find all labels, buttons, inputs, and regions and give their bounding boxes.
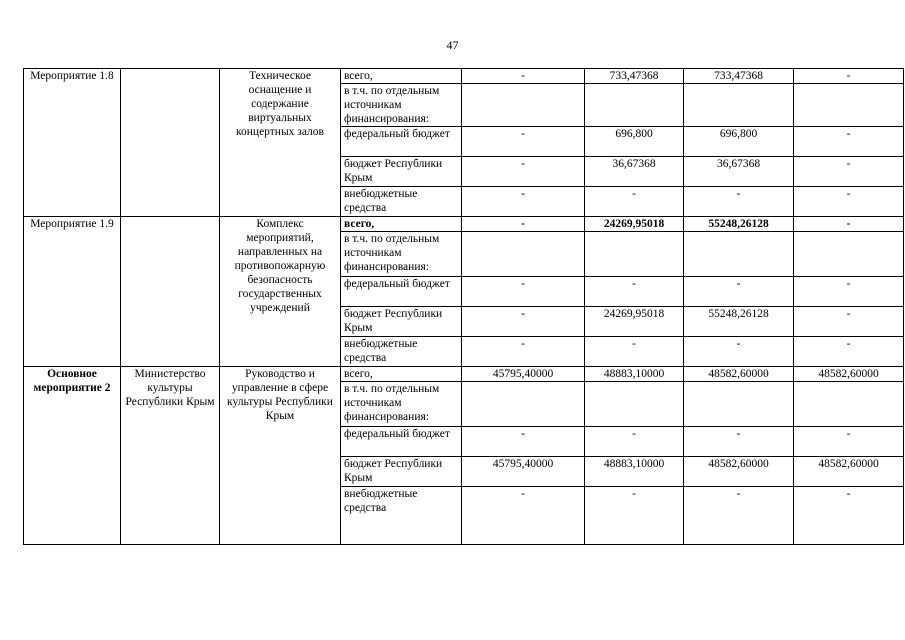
- amount-cell-1: -: [462, 69, 585, 84]
- amount-cell-1: [462, 232, 585, 277]
- amount-cell-2: -: [585, 427, 684, 457]
- amount-cell-2: -: [585, 277, 684, 307]
- amount-cell-2: 696,800: [585, 127, 684, 157]
- executor-cell: [121, 69, 220, 217]
- amount-cell-4: [794, 232, 904, 277]
- funding-source-cell: федеральный бюджет: [341, 127, 462, 157]
- measure-name-cell: [220, 69, 341, 217]
- measure-name-cell-text: Техническое оснащение и содержание виртуальных концертных залов: [236, 70, 324, 138]
- amount-cell-3: -: [684, 337, 794, 367]
- measure-cell-text: Мероприятие 1.8: [30, 70, 114, 82]
- amount-cell-2: 733,47368: [585, 69, 684, 84]
- amount-cell-1: -: [462, 157, 585, 187]
- amount-cell-1: 45795,40000: [462, 457, 585, 487]
- amount-cell-4: -: [794, 277, 904, 307]
- funding-table: [23, 68, 904, 545]
- table-row: [24, 217, 904, 232]
- amount-cell-4: -: [794, 487, 904, 545]
- amount-cell-3: 733,47368: [684, 69, 794, 84]
- funding-source-cell: всего,: [341, 217, 462, 232]
- measure-cell: [24, 69, 121, 217]
- funding-source-cell: бюджет Республики Крым: [341, 457, 462, 487]
- funding-source-cell: внебюджетные средства: [341, 337, 462, 367]
- amount-cell-4: 48582,60000: [794, 457, 904, 487]
- funding-source-cell: всего,: [341, 69, 462, 84]
- measure-name-cell-text: Руководство и управление в сфере культуры Республики Крым: [227, 368, 333, 422]
- amount-cell-1: -: [462, 187, 585, 217]
- amount-cell-3: -: [684, 277, 794, 307]
- amount-cell-1: 45795,40000: [462, 367, 585, 382]
- measure-cell-text: Мероприятие 1.9: [30, 218, 114, 230]
- amount-cell-1: -: [462, 427, 585, 457]
- measure-cell: [24, 217, 121, 367]
- amount-cell-4: -: [794, 337, 904, 367]
- funding-source-cell: в т.ч. по отдельным источникам финансирования:: [341, 84, 462, 127]
- funding-source-cell: федеральный бюджет: [341, 427, 462, 457]
- amount-cell-3: [684, 382, 794, 427]
- funding-source-cell: внебюджетные средства: [341, 487, 462, 545]
- amount-cell-3: 48582,60000: [684, 367, 794, 382]
- amount-cell-1: -: [462, 127, 585, 157]
- table-row: [24, 367, 904, 382]
- amount-cell-4: [794, 84, 904, 127]
- amount-cell-4: -: [794, 187, 904, 217]
- amount-cell-2: [585, 84, 684, 127]
- amount-cell-2: -: [585, 337, 684, 367]
- amount-cell-2: -: [585, 487, 684, 545]
- amount-cell-1: [462, 382, 585, 427]
- executor-cell-text: Министерство культуры Республики Крым: [125, 368, 215, 408]
- funding-source-cell: федеральный бюджет: [341, 277, 462, 307]
- funding-source-cell: в т.ч. по отдельным источникам финансирования:: [341, 232, 462, 277]
- table-row: [24, 69, 904, 84]
- measure-name-cell: [220, 217, 341, 367]
- amount-cell-2: [585, 382, 684, 427]
- amount-cell-2: 36,67368: [585, 157, 684, 187]
- amount-cell-2: -: [585, 187, 684, 217]
- amount-cell-4: -: [794, 157, 904, 187]
- amount-cell-4: -: [794, 69, 904, 84]
- amount-cell-2: 48883,10000: [585, 367, 684, 382]
- amount-cell-1: -: [462, 337, 585, 367]
- funding-source-cell: в т.ч. по отдельным источникам финансирования:: [341, 382, 462, 427]
- amount-cell-3: 48582,60000: [684, 457, 794, 487]
- amount-cell-2: [585, 232, 684, 277]
- executor-cell: [121, 217, 220, 367]
- amount-cell-3: -: [684, 487, 794, 545]
- amount-cell-4: -: [794, 127, 904, 157]
- amount-cell-3: [684, 232, 794, 277]
- measure-name-cell-text: Комплекс мероприятий, направленных на противопожарную безопасность государственных учреждений: [234, 218, 326, 314]
- measure-cell: [24, 367, 121, 545]
- amount-cell-3: 696,800: [684, 127, 794, 157]
- measure-name-cell: [220, 367, 341, 545]
- amount-cell-1: -: [462, 217, 585, 232]
- funding-source-cell: внебюджетные средства: [341, 187, 462, 217]
- amount-cell-3: 55248,26128: [684, 307, 794, 337]
- amount-cell-3: -: [684, 187, 794, 217]
- amount-cell-3: [684, 84, 794, 127]
- page-number: 47: [446, 38, 459, 52]
- funding-source-cell: бюджет Республики Крым: [341, 307, 462, 337]
- amount-cell-2: 48883,10000: [585, 457, 684, 487]
- funding-source-cell: всего,: [341, 367, 462, 382]
- amount-cell-4: 48582,60000: [794, 367, 904, 382]
- amount-cell-4: -: [794, 217, 904, 232]
- amount-cell-1: [462, 84, 585, 127]
- funding-source-cell: бюджет Республики Крым: [341, 157, 462, 187]
- amount-cell-2: 24269,95018: [585, 307, 684, 337]
- measure-cell-text: Основное мероприятие 2: [33, 368, 111, 394]
- amount-cell-4: [794, 382, 904, 427]
- amount-cell-1: -: [462, 277, 585, 307]
- executor-cell: [121, 367, 220, 545]
- amount-cell-2: 24269,95018: [585, 217, 684, 232]
- amount-cell-3: 55248,26128: [684, 217, 794, 232]
- amount-cell-4: -: [794, 307, 904, 337]
- amount-cell-1: -: [462, 307, 585, 337]
- amount-cell-4: -: [794, 427, 904, 457]
- amount-cell-3: -: [684, 427, 794, 457]
- amount-cell-3: 36,67368: [684, 157, 794, 187]
- amount-cell-1: -: [462, 487, 585, 545]
